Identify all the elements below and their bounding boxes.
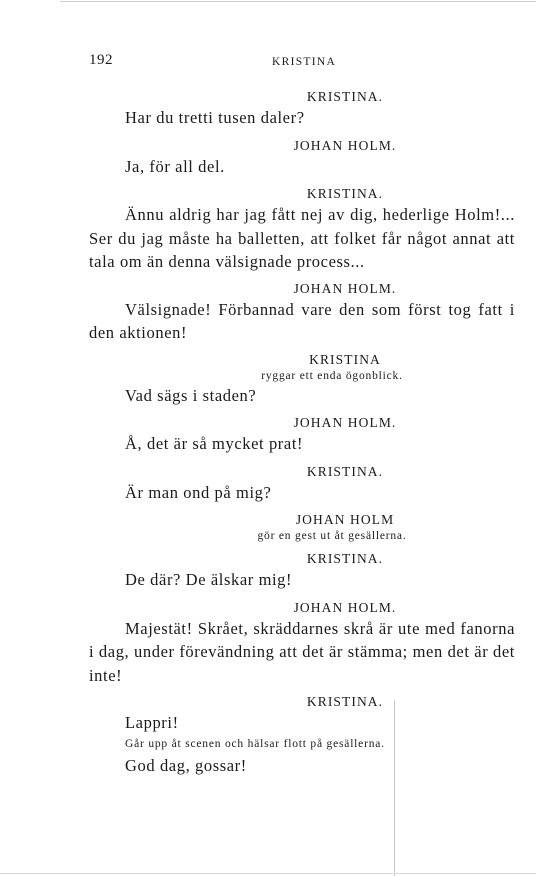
stage-direction: Går upp åt scenen och hälsar flott på gesällerna. bbox=[125, 737, 385, 750]
speaker-heading: KRISTINA. bbox=[306, 89, 384, 104]
speaker-heading: JOHAN HOLM. bbox=[293, 137, 397, 153]
speaker-heading: JOHAN HOLM. bbox=[293, 280, 397, 296]
page-number: 192 bbox=[89, 52, 113, 68]
dialogue bbox=[89, 84, 515, 784]
top-rule bbox=[60, 1, 536, 2]
speaker-heading: JOHAN HOLM. bbox=[293, 599, 397, 615]
speech: De där? De älskar mig! bbox=[125, 570, 293, 589]
speaker-heading: KRISTINA bbox=[309, 351, 381, 367]
speech: Majestät! Skrået, skräddarnes skrå är ute med fanorna i dag, under förevändning att det är stämma; men det är det inte! bbox=[89, 618, 515, 685]
bottom-rule bbox=[0, 873, 536, 874]
speaker-heading: JOHAN HOLM bbox=[295, 512, 395, 527]
speech: Har du tretti tusen daler? bbox=[125, 108, 305, 127]
speech: Välsignade! Förbannad vare den som först tog fatt i den aktionen! bbox=[89, 299, 515, 342]
stage-direction: ryggar ett enda ögonblick. bbox=[261, 369, 403, 382]
speech: Å, det är så mycket prat! bbox=[125, 434, 304, 453]
speaker-heading: KRISTINA. bbox=[306, 551, 384, 566]
speech: Ännu aldrig har jag fått nej av dig, hederlige Holm!... Ser du jag måste ha balletten, att folket får något annat att tala om än denna välsignade process... bbox=[89, 205, 515, 271]
speech: Vad sägs i staden? bbox=[125, 385, 257, 405]
speaker-heading: JOHAN HOLM. bbox=[293, 415, 397, 430]
stage-direction: gör en gest ut åt gesällerna. bbox=[257, 530, 407, 542]
speech: Är man ond på mig? bbox=[125, 482, 272, 502]
speech: Ja, för all del. bbox=[125, 156, 225, 176]
running-head: KRISTINA bbox=[272, 56, 337, 68]
speaker-heading: KRISTINA. bbox=[306, 186, 384, 201]
speech: Lappri! bbox=[125, 713, 179, 732]
speaker-heading: KRISTINA. bbox=[306, 463, 384, 479]
speech: God dag, gossar! bbox=[125, 755, 247, 775]
speaker-heading: KRISTINA. bbox=[306, 694, 384, 709]
